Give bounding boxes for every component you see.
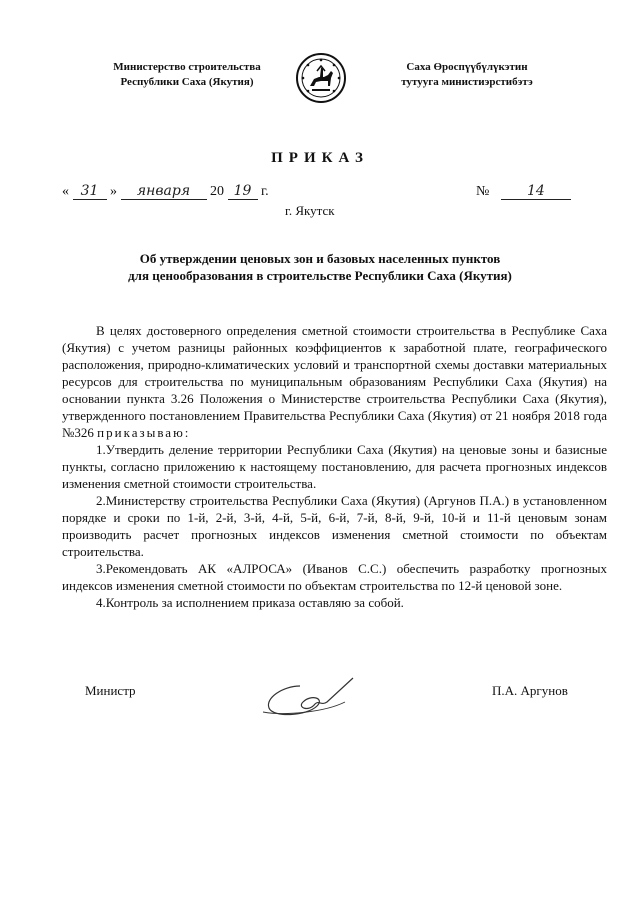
subject-line2: для ценообразования в строительстве Республики Саха (Якутия) <box>128 268 512 283</box>
order-number-label: № <box>476 184 490 199</box>
order-subject <box>0 250 640 284</box>
date-year-prefix: 20 <box>210 184 224 199</box>
order-item-4: 4.Контроль за исполнением приказа оставляю за собой. <box>96 595 404 610</box>
date-day: 31 <box>73 183 107 200</box>
coat-of-arms-emblem-icon <box>295 52 347 104</box>
signatory-title: Министр <box>85 683 136 698</box>
handwritten-signature-icon <box>255 672 365 722</box>
order-date <box>62 183 269 200</box>
subject-line1: Об утверждении ценовых зон и базовых населенных пунктов <box>139 251 501 266</box>
ministry-name-ru-line1: Министерство строительства <box>113 61 261 73</box>
document-title: ПРИКАЗ <box>271 150 369 166</box>
ministry-name-sah-line2: тутууга министиэрстибэтэ <box>401 76 533 88</box>
preamble-text: В целях достоверного определения сметной стоимости строительства в Республике Саха (Якутия) с учетом разницы районных коэффициентов к заработной плате, географического расположения, природно-климатических условий и транспортной схемы доставки материальных ресурсов для строительства по муниципальным образованиям Республики Саха (Якутия) на основании пункта 3.26 Положения о Министерстве строительства Республики Саха (Якутия), утвержденного постановлением Правительства Республики Саха (Якутия) от 21 ноября 2018 года №326 <box>62 323 607 440</box>
order-item-1: 1.Утвердить деление территории Республики Саха (Якутия) на ценовые зоны и базисные пункты, согласно приложению к настоящему постановлению, для расчета прогнозных индексов изменения сметной стоимости строительства. <box>62 442 607 491</box>
date-year-suffix: 19 <box>228 183 258 200</box>
issue-city: г. Якутск <box>285 203 335 218</box>
signatory-name: П.А. Аргунов <box>492 683 568 698</box>
order-item-3: 3.Рекомендовать АК «АЛРОСА» (Иванов С.С.) обеспечить разработку прогнозных индексов изменения сметной стоимости по объектам строительства по 12-й ценовой зоне. <box>62 561 607 593</box>
ministry-name-yakut <box>372 60 562 90</box>
order-item-2: 2.Министерству строительства Республики Саха (Якутия) (Аргунов П.А.) в установленном порядке и сроки по 1-й, 2-й, 3-й, 4-й, 5-й, 6-й, 7-й, 8-й, 9-й, 10-й и 11-й ценовым зонам производить расчет прогнозных индексов изменения сметной стоимости по объектам строительства. <box>62 493 607 559</box>
date-month: января <box>121 183 207 200</box>
date-year-unit: г. <box>261 184 269 199</box>
ministry-name-ru-line2: Республики Саха (Якутия) <box>120 76 254 88</box>
date-open-quote: « <box>62 184 69 199</box>
preamble-paragraph <box>62 322 607 441</box>
ministry-name-russian <box>92 60 282 90</box>
ministry-name-sah-line1: Саха Өроспүүбүлүкэтин <box>406 61 528 73</box>
date-close-quote: » <box>110 184 117 199</box>
order-word: приказываю: <box>97 425 191 440</box>
order-number <box>476 183 571 200</box>
order-body <box>62 322 607 611</box>
order-number-value: 14 <box>501 183 571 200</box>
